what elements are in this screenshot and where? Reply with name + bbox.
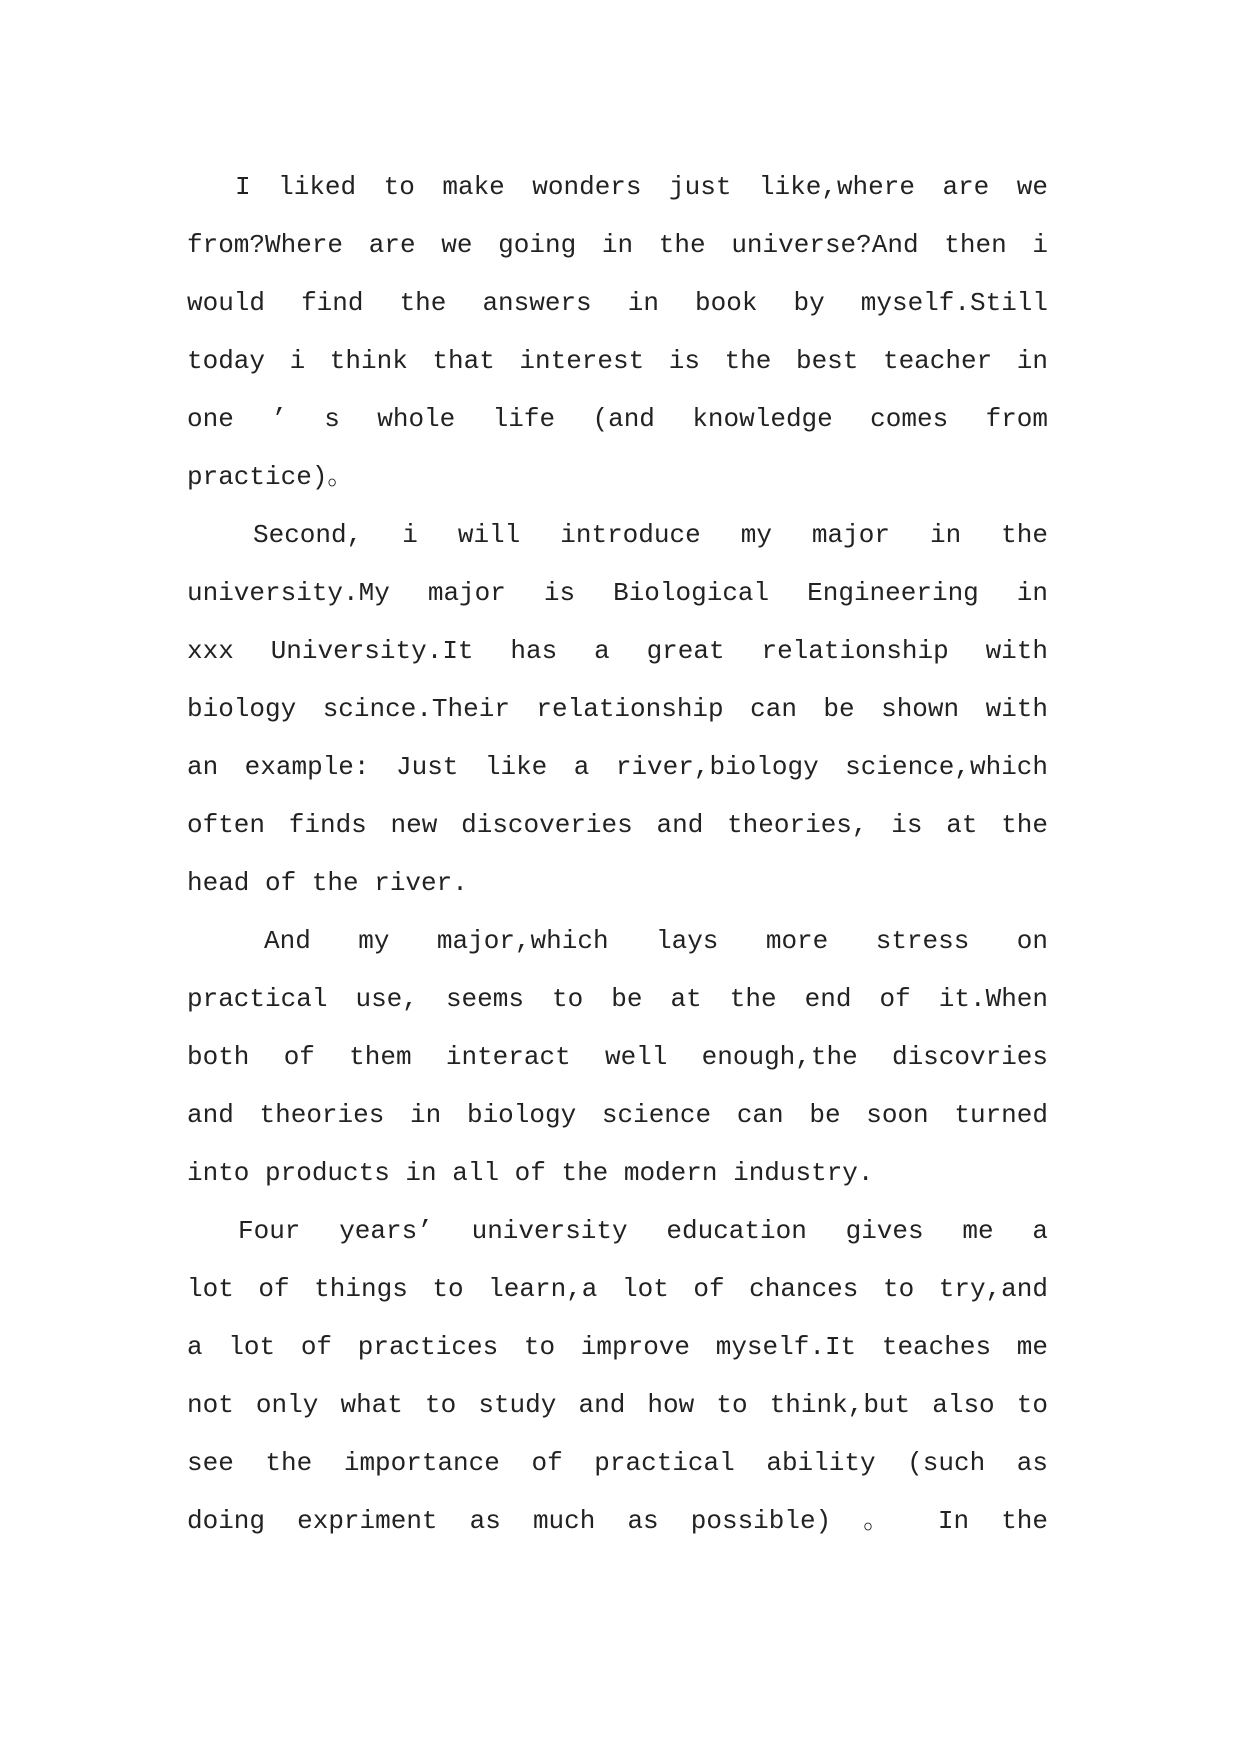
text-line: one ’ s whole life (and knowledge comes from: [187, 404, 1048, 434]
text-line: both of them interact well enough,the discovries: [187, 1042, 1048, 1072]
text-line: xxx University.It has a great relationship with: [187, 636, 1048, 666]
text-line: not only what to study and how to think,but also to: [187, 1390, 1048, 1420]
text-line: into products in all of the modern industry.: [187, 1158, 874, 1188]
text-line: today i think that interest is the best teacher in: [187, 346, 1048, 376]
text-line: doing expriment as much as possible) 。 In the: [187, 1506, 1048, 1536]
text-line: an example: Just like a river,biology science,which: [187, 752, 1048, 782]
text-line: often finds new discoveries and theories, is at the: [187, 810, 1048, 840]
document-page: [187, 166, 1048, 1558]
text-line: lot of things to learn,a lot of chances to try,and: [187, 1274, 1048, 1304]
text-line: I liked to make wonders just like,where are we: [235, 172, 1048, 202]
text-line: university.My major is Biological Engineering in: [187, 578, 1048, 608]
paragraph-2: [187, 514, 1048, 920]
paragraph-1: [187, 166, 1048, 514]
text-line: from?Where are we going in the universe?And then i: [187, 230, 1048, 260]
text-line: Four years’ university education gives me a: [238, 1216, 1048, 1246]
text-line: head of the river.: [187, 868, 468, 898]
text-line: see the importance of practical ability (such as: [187, 1448, 1048, 1478]
paragraph-4: [187, 1210, 1048, 1558]
text-line: a lot of practices to improve myself.It teaches me: [187, 1332, 1048, 1362]
text-line: And my major,which lays more stress on: [264, 926, 1048, 956]
text-line: biology scince.Their relationship can be shown with: [187, 694, 1048, 724]
text-line: practical use, seems to be at the end of it.When: [187, 984, 1048, 1014]
text-line: Second, i will introduce my major in the: [253, 520, 1048, 550]
text-line: and theories in biology science can be soon turned: [187, 1100, 1048, 1130]
text-line: practice)。: [187, 462, 354, 492]
text-line: would find the answers in book by myself.Still: [187, 288, 1048, 318]
paragraph-3: [187, 920, 1048, 1210]
